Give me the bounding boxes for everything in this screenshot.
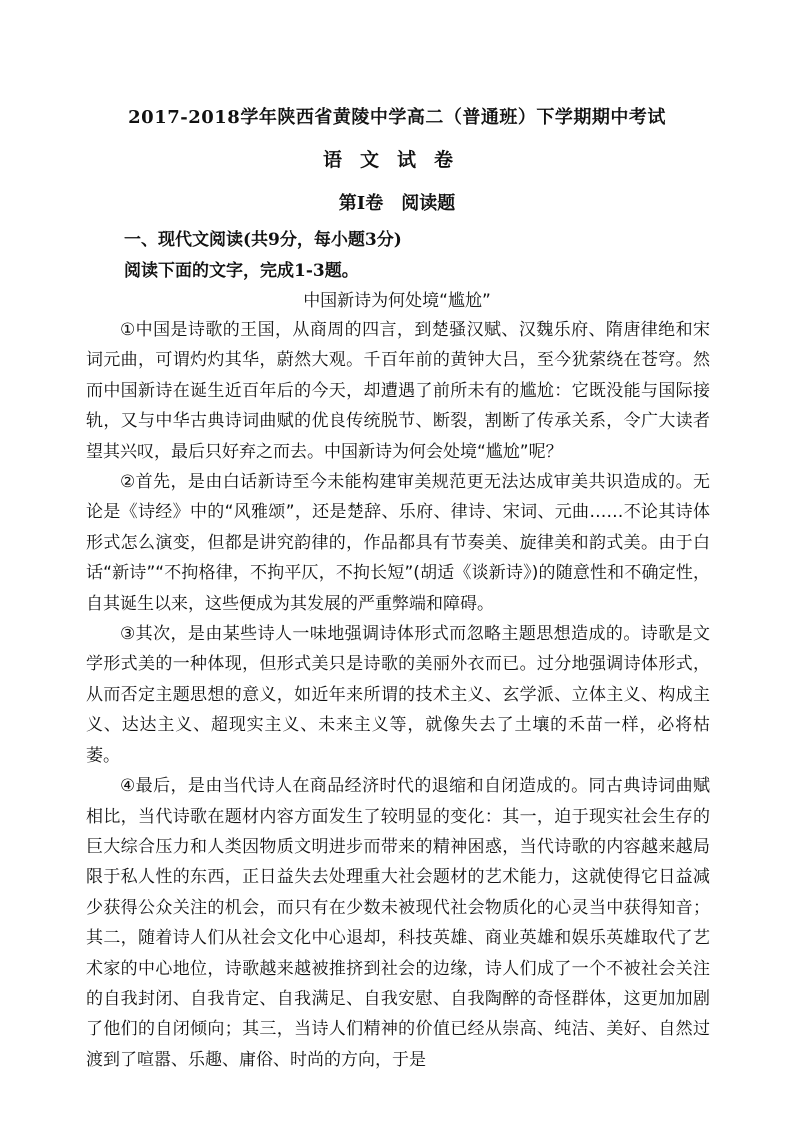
article-paragraph: ③其次，是由某些诗人一味地强调诗体形式而忽略主题思想造成的。诗歌是文学形式美的一种体现，但形式美只是诗歌的美丽外衣而已。过分地强调诗体形式，从而否定主题思想的意义，如近年来所谓的技术主义、玄学派、立体主义、构成主义、达达主义、超现实主义、未来主义等，就像失去了土壤的禾苗一样，必将枯萎。 <box>86 624 710 766</box>
part-heading: 第Ⅰ卷 阅读题 <box>338 193 456 214</box>
article-title: 中国新诗为何处境“尴尬” <box>303 291 491 311</box>
article-paragraph: ①中国是诗歌的王国，从商周的四言，到楚骚汉赋、汉魏乐府、隋唐律绝和宋词元曲，可谓灼灼其华，蔚然大观。千百年前的黄钟大吕，至今犹萦绕在苍穹。然而中国新诗在诞生近百年后的今天，却遭遇了前所未有的尴尬：它既没能与国际接轨，又与中华古典诗词曲赋的优良传统脱节、断裂，割断了传承关系，令广大读者望其兴叹，最后只好弃之而去。中国新诗为何会处境“尴尬”呢？ <box>86 320 710 462</box>
article-paragraph: ④最后，是由当代诗人在商品经济时代的退缩和自闭造成的。同古典诗词曲赋相比，当代诗歌在题材内容方面发生了较明显的变化：其一，迫于现实社会生存的巨大综合压力和人类因物质文明进步而带来的精神困惑，当代诗歌的内容越来越局限于私人性的东西，正日益失去处理重大社会题材的艺术能力，这就使得它日益减少获得公众关注的机会，而只有在少数未被现代社会物质化的心灵当中获得知音；其二，随着诗人们从社会文化中心退却，科技英雄、商业英雄和娱乐英雄取代了艺术家的中心地位，诗歌越来越被推挤到社会的边缘，诗人们成了一个不被社会关注的自我封闭、自我肯定、自我满足、自我安慰、自我陶醉的奇怪群体，这更加加剧了他们的自闭倾向；其三，当诗人们精神的价值已经从崇高、纯洁、美好、自然过渡到了喧嚣、乐趣、庸俗、时尚的方向，于是 <box>86 776 710 1070</box>
section-heading: 一、现代文阅读(共9分，每小题3分) <box>124 230 402 250</box>
article-body <box>86 315 710 1075</box>
subject-title: 语文试卷 <box>322 149 471 171</box>
exam-title: 2017-2018学年陕西省黄陵中学高二（普通班）下学期期中考试 <box>128 107 666 128</box>
reading-instruction: 阅读下面的文字，完成1-3题。 <box>124 261 359 281</box>
article-paragraph: ②首先，是由白话新诗至今未能构建审美规范更无法达成审美共识造成的。无论是《诗经》中的“风雅颂”，还是楚辞、乐府、律诗、宋词、元曲……不论其诗体形式怎么演变，但都是讲究韵律的，作品都具有节奏美、旋律美和韵式美。由于白话“新诗”“不拘格律，不拘平仄，不拘长短”(胡适《谈新诗》)的随意性和不确定性，自其诞生以来，这些便成为其发展的严重弊端和障碍。 <box>86 472 710 614</box>
